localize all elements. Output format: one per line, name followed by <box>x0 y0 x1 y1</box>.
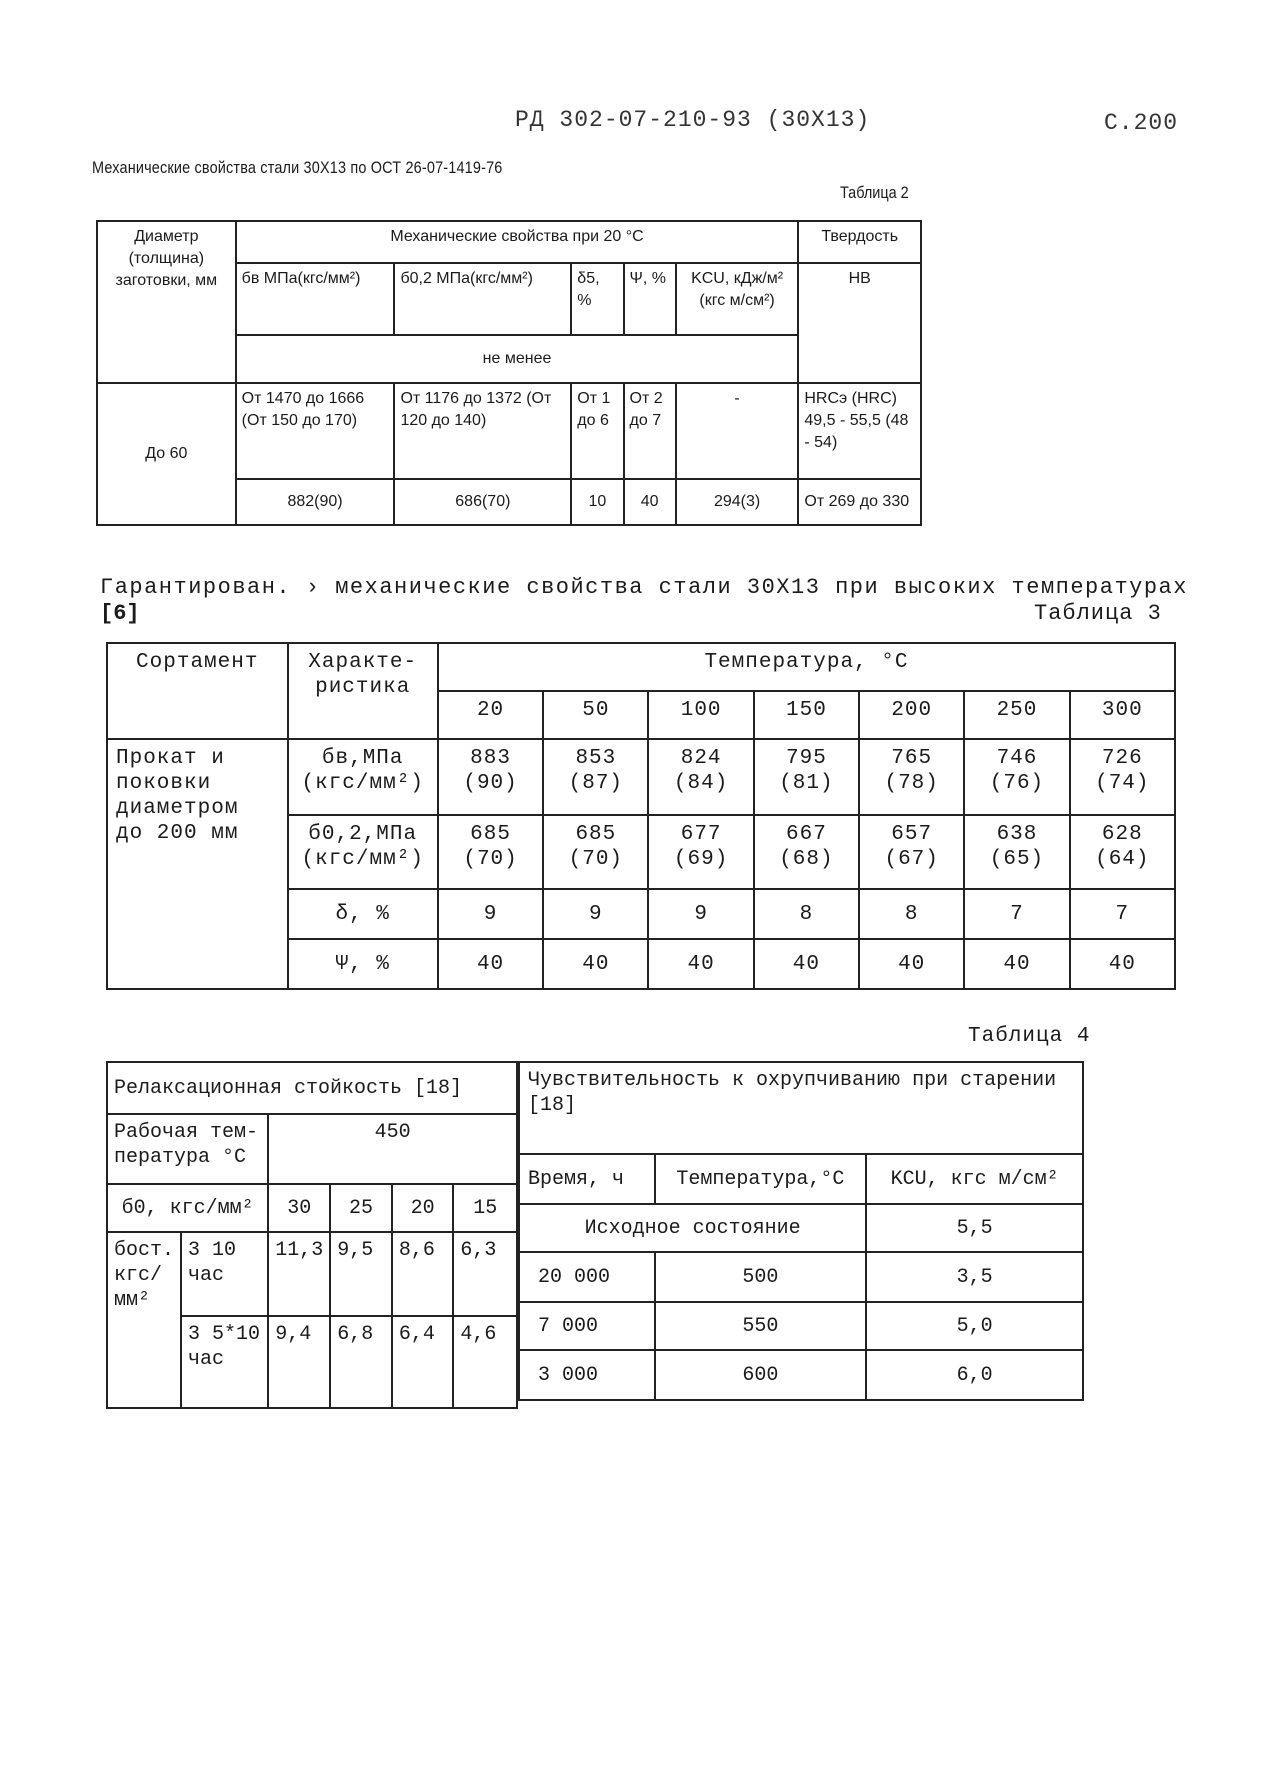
sigma0-label: б0, кгс/мм² <box>107 1184 268 1232</box>
embrittlement-header-temperature: Температура,°С <box>655 1154 867 1204</box>
table2-r2-psi: 40 <box>624 479 676 525</box>
embrittlement-temp: 500 <box>655 1252 867 1302</box>
document-code: РД 302-07-210-93 (30Х13) <box>515 107 871 133</box>
table3-cell: 9 <box>438 889 543 939</box>
table3-header-temperature: Температура, °С <box>438 643 1175 691</box>
table2-r1-sigma-b: От 1470 до 1666 (От 150 до 170) <box>236 383 395 479</box>
table4-embrittlement <box>518 1061 1084 1401</box>
table4-relaxation <box>106 1061 518 1409</box>
table3-cell: 8 <box>754 889 859 939</box>
table3-cell: 765 (78) <box>859 739 964 815</box>
table3-cell: 40 <box>1070 939 1175 989</box>
sigma0-value: 20 <box>392 1184 454 1232</box>
table3-temp: 150 <box>754 691 859 739</box>
table3-temp: 300 <box>1070 691 1175 739</box>
table2-label: Таблица 2 <box>840 183 909 202</box>
table3-cell: 795 (81) <box>754 739 859 815</box>
table3-cell: 883 (90) <box>438 739 543 815</box>
embrittlement-temp: 600 <box>655 1350 867 1400</box>
page-number: С.200 <box>1104 110 1179 136</box>
table3-temp: 100 <box>648 691 753 739</box>
relax-row1-value: 6,3 <box>453 1232 517 1316</box>
table3-cell: 9 <box>543 889 648 939</box>
embrittlement-header-kcu: KCU, кгс м/см² <box>866 1154 1083 1204</box>
table3-cell: 40 <box>859 939 964 989</box>
relax-row2-value: 9,4 <box>268 1316 330 1408</box>
relax-row1-value: 11,3 <box>268 1232 330 1316</box>
table2-r1-kcu: - <box>676 383 799 479</box>
table3-cell: 677 (69) <box>648 815 753 889</box>
table2-r1-psi: От 2 до 7 <box>624 383 676 479</box>
table3-cell: 824 (84) <box>648 739 753 815</box>
table3-temp: 250 <box>964 691 1069 739</box>
table3-row-name: δ, % <box>288 889 438 939</box>
table3-sortament-value: Прокат и поковки диаметром до 200 мм <box>107 739 288 989</box>
embrittlement-initial-kcu: 5,5 <box>866 1204 1083 1252</box>
table3-label: Таблица 3 <box>1034 601 1162 626</box>
sigma0-value: 30 <box>268 1184 330 1232</box>
table2-header-diameter: Диаметр (толщина) заготовки, мм <box>97 221 236 383</box>
table2-r2-kcu: 294(3) <box>676 479 799 525</box>
table2-r1-delta: От 1 до 6 <box>571 383 623 479</box>
table2-header-hb: НВ <box>798 263 921 383</box>
embrittlement-time: 20 000 <box>519 1252 655 1302</box>
work-temp-label: Рабочая тем-пература °С <box>107 1114 268 1184</box>
table2-caption: Механические свойства стали 30Х13 по ОСТ 26-07-1419-76 <box>92 158 503 177</box>
table3-cell: 685 (70) <box>543 815 648 889</box>
table3-temp: 50 <box>543 691 648 739</box>
relax-row2-time: 3 5*10 час <box>181 1316 268 1408</box>
table3-header-characteristic: Характе-ристика <box>288 643 438 739</box>
table3-cell: 40 <box>754 939 859 989</box>
table2 <box>96 220 922 526</box>
table3-cell: 40 <box>438 939 543 989</box>
table3 <box>106 642 1176 990</box>
table3-cell: 8 <box>859 889 964 939</box>
table2-r2-delta: 10 <box>571 479 623 525</box>
table3-cell: 726 (74) <box>1070 739 1175 815</box>
table3-cell: 685 (70) <box>438 815 543 889</box>
embrittlement-temp: 550 <box>655 1302 867 1350</box>
embrittlement-time: 7 000 <box>519 1302 655 1350</box>
table2-header-psi: Ψ, % <box>624 263 676 335</box>
table2-header-kcu: KCU, кДж/м² (кгс м/см²) <box>676 263 799 335</box>
table3-cell: 40 <box>648 939 753 989</box>
table3-cell: 628 (64) <box>1070 815 1175 889</box>
table2-not-less: не менее <box>236 335 799 383</box>
relax-row2-value: 4,6 <box>453 1316 517 1408</box>
table3-row-name: бв,МПа (кгс/мм²) <box>288 739 438 815</box>
table3-row-name: Ψ, % <box>288 939 438 989</box>
embrittlement-initial-state: Исходное состояние <box>519 1204 866 1252</box>
table3-temp: 20 <box>438 691 543 739</box>
sigma-ost-label: бост. кгс/мм² <box>107 1232 181 1408</box>
table2-r1-hardness: HRCэ (HRC) 49,5 - 55,5 (48 - 54) <box>798 383 921 479</box>
embrittlement-header-time: Время, ч <box>519 1154 655 1204</box>
embrittlement-title: Чувствительность к охрупчиванию при старении [18] <box>519 1062 1083 1154</box>
table2-header-sigma-02: б0,2 МПа(кгс/мм²) <box>394 263 571 335</box>
table4-label: Таблица 4 <box>968 1025 1091 1048</box>
table3-cell: 9 <box>648 889 753 939</box>
relax-row1-value: 8,6 <box>392 1232 454 1316</box>
table3-row-name: б0,2,МПа (кгс/мм²) <box>288 815 438 889</box>
table2-r2-sigma-b: 882(90) <box>236 479 395 525</box>
table2-r1-sigma-02: От 1176 до 1372 (От 120 до 140) <box>394 383 571 479</box>
table3-cell: 853 (87) <box>543 739 648 815</box>
table3-cell: 638 (65) <box>964 815 1069 889</box>
embrittlement-kcu: 6,0 <box>866 1350 1083 1400</box>
work-temp-value: 450 <box>268 1114 517 1184</box>
relax-row2-value: 6,4 <box>392 1316 454 1408</box>
table2-r2-sigma-02: 686(70) <box>394 479 571 525</box>
table3-cell: 667 (68) <box>754 815 859 889</box>
table3-temp: 200 <box>859 691 964 739</box>
embrittlement-kcu: 5,0 <box>866 1302 1083 1350</box>
table3-cell: 746 (76) <box>964 739 1069 815</box>
table3-cell: 7 <box>964 889 1069 939</box>
table2-header-hardness: Твердость <box>798 221 921 263</box>
table3-cell: 40 <box>964 939 1069 989</box>
table3-cell: 657 (67) <box>859 815 964 889</box>
table3-cell: 40 <box>543 939 648 989</box>
table3-title: Гарантирован. › механические свойства стали 30Х13 при высоких температурах <box>100 575 1188 600</box>
embrittlement-time: 3 000 <box>519 1350 655 1400</box>
table2-header-mech: Механические свойства при 20 °С <box>236 221 799 263</box>
table3-cell: 7 <box>1070 889 1175 939</box>
table3-header-sortament: Сортамент <box>107 643 288 739</box>
table3-reference: [6] <box>100 601 140 626</box>
table2-r2-hardness: От 269 до 330 <box>798 479 921 525</box>
relax-row1-time: 3 10 час <box>181 1232 268 1316</box>
sigma0-value: 15 <box>453 1184 517 1232</box>
relaxation-title: Релаксационная стойкость [18] <box>107 1062 517 1114</box>
table2-header-sigma-b: бв МПа(кгс/мм²) <box>236 263 395 335</box>
relax-row2-value: 6,8 <box>330 1316 392 1408</box>
embrittlement-kcu: 3,5 <box>866 1252 1083 1302</box>
table2-header-delta: δ5, % <box>571 263 623 335</box>
relax-row1-value: 9,5 <box>330 1232 392 1316</box>
table2-diameter-value: До 60 <box>97 383 236 525</box>
sigma0-value: 25 <box>330 1184 392 1232</box>
